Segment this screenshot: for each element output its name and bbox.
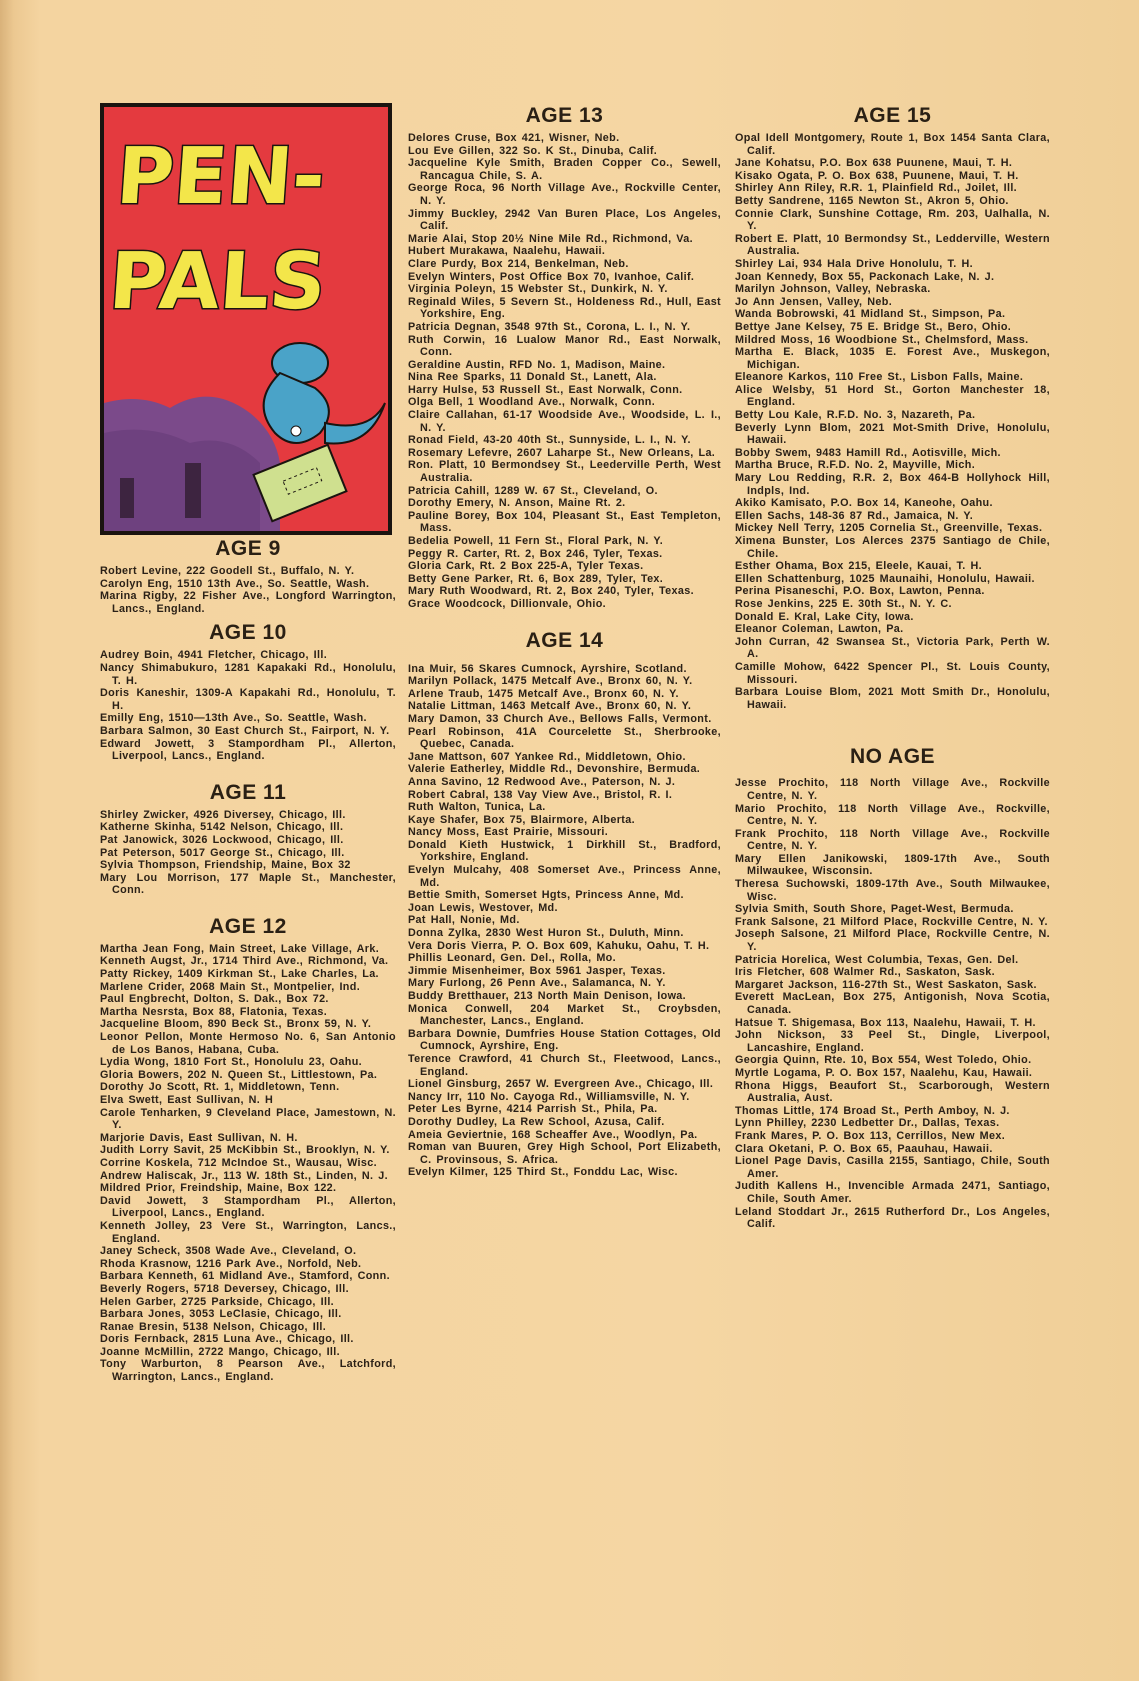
- pen-pal-entry: Buddy Bretthauer, 213 North Main Denison, Iowa.: [408, 990, 687, 1002]
- pen-pal-entry: Geraldine Austin, RFD No. 1, Madison, Maine.: [408, 358, 666, 371]
- pen-pal-entry: Nancy Shimabukuro, 1281 Kapakaki Rd., Honolulu, T. H.: [100, 661, 396, 687]
- pen-pal-entry: Eleanore Karkos, 110 Free St., Lisbon Falls, Maine.: [735, 371, 1024, 384]
- pen-pal-entry: Pauline Borey, Box 104, Pleasant St., East Templeton, Mass.: [408, 509, 721, 535]
- pen-pal-entry: Marie Alai, Stop 20½ Nine Mile Rd., Richmond, Va.: [408, 232, 693, 245]
- pen-pal-entry: Nina Ree Sparks, 11 Donald St., Lanett, Ala.: [408, 371, 657, 384]
- pen-pal-entry: Bedelia Powell, 11 Fern St., Floral Park, N. Y.: [408, 535, 664, 547]
- pen-pal-entry: Monica Conwell, 204 Market St., Croybsden, Manchester, Lancs., England.: [408, 1002, 721, 1028]
- pen-pal-entry: Beverly Rogers, 5718 Deversey, Chicago, Ill.: [100, 1282, 349, 1295]
- pen-pal-entry: Frank Prochito, 118 North Village Ave., Rockville Centre, N. Y.: [735, 827, 1050, 853]
- pen-pal-entry: Ellen Schattenburg, 1025 Maunaihi, Honolulu, Hawaii.: [735, 572, 1035, 585]
- pen-pal-entry: Judith Kallens H., Invencible Armada 2471, Santiago, Chile, South Amer.: [735, 1180, 1050, 1205]
- pen-pal-entry: Hatsue T. Shigemasa, Box 113, Naalehu, Hawaii, T. H.: [735, 1016, 1036, 1029]
- pen-pal-entry: Grace Woodcock, Dillionvale, Ohio.: [408, 597, 606, 610]
- pen-pal-section: [408, 629, 721, 1179]
- pen-pal-entry: Bobby Swem, 9483 Hamill Rd., Aotisville, Mich.: [735, 446, 1001, 459]
- pen-pal-entry: George Roca, 96 North Village Ave., Rockville Center, N. Y.: [408, 182, 721, 207]
- pen-pal-entry: Marjorie Davis, East Sullivan, N. H.: [100, 1131, 298, 1144]
- pen-pal-entry: Theresa Suchowski, 1809-17th Ave., South Milwaukee, Wisc.: [735, 878, 1050, 903]
- pen-pal-entry: Mildred Moss, 16 Woodbione St., Chelmsford, Mass.: [735, 333, 1029, 346]
- pen-pal-entry: Martha Nesrsta, Box 88, Flatonia, Texas.: [100, 1005, 328, 1018]
- pen-pal-entry: Evelyn Kilmer, 125 Third St., Fonddu Lac, Wisc.: [408, 1166, 678, 1179]
- pen-pal-entry: Camille Mohow, 6422 Spencer Pl., St. Louis County, Missouri.: [735, 660, 1050, 686]
- pen-pal-entry: Martha E. Black, 1035 E. Forest Ave., Muskegon, Michigan.: [735, 346, 1050, 371]
- pen-pal-entry: Audrey Boin, 4941 Fletcher, Chicago, Ill.: [100, 649, 328, 662]
- pen-pal-entry: Patricia Cahill, 1289 W. 67 St., Cleveland, O.: [408, 484, 658, 497]
- section-heading: AGE 10: [209, 621, 287, 645]
- section-heading: AGE 11: [209, 780, 287, 804]
- pen-pal-entry: Olga Bell, 1 Woodland Ave., Norwalk, Conn.: [408, 396, 656, 409]
- pen-pal-entry: Esther Ohama, Box 215, Eleele, Kauai, T. H.: [735, 560, 982, 573]
- pen-pal-entry: Everett MacLean, Box 275, Antigonish, Nova Scotia, Canada.: [735, 991, 1050, 1016]
- pen-pal-section: [100, 537, 396, 615]
- pen-pal-entry: Delores Cruse, Box 421, Wisner, Neb.: [408, 132, 620, 144]
- section-heading: AGE 12: [209, 914, 287, 938]
- pen-pal-entry: Mary Lou Morrison, 177 Maple St., Manchester, Conn.: [100, 871, 396, 897]
- pen-pal-entry: Marlene Crider, 2068 Main St., Montpelier, Ind.: [100, 980, 361, 993]
- pen-pal-entry: Mary Ellen Janikowski, 1809-17th Ave., South Milwaukee, Wisconsin.: [735, 852, 1050, 878]
- pen-pal-entry: Lydia Wong, 1810 Fort St., Honolulu 23, Oahu.: [100, 1056, 363, 1069]
- pen-pal-entry: Arlene Traub, 1475 Metcalf Ave., Bronx 60, N. Y.: [408, 687, 679, 700]
- pen-pal-entry: Kaye Shafer, Box 75, Blairmore, Alberta.: [408, 813, 635, 826]
- pen-pal-entry: Ronad Field, 43-20 40th St., Sunnyside, L. I., N. Y.: [408, 434, 691, 447]
- pen-pal-entry: Barbara Kenneth, 61 Midland Ave., Stamford, Conn.: [100, 1270, 390, 1283]
- pen-pal-entry: Patty Rickey, 1409 Kirkman St., Lake Charles, La.: [100, 968, 379, 981]
- pen-pal-entry: Virginia Poleyn, 15 Webster St., Dunkirk, N. Y.: [408, 283, 668, 296]
- pen-pal-entry: Georgia Quinn, Rte. 10, Box 554, West Toledo, Ohio.: [735, 1054, 1032, 1067]
- pen-pal-entry: Iris Fletcher, 608 Walmer Rd., Saskaton, Sask.: [735, 966, 995, 979]
- logo-line-1: PEN-: [113, 132, 329, 222]
- pen-pal-entry: Kenneth Jolley, 23 Vere St., Warrington, Lancs., England.: [100, 1219, 396, 1245]
- pen-pal-entry: Robert Cabral, 138 Vay View Ave., Bristol, R. I.: [408, 788, 673, 801]
- pen-pal-entry: Lionel Page Davis, Casilla 2155, Santiago, Chile, South Amer.: [735, 1155, 1050, 1180]
- pen-pal-section: [735, 104, 1050, 711]
- pen-pal-entry: Shirley Lai, 934 Hala Drive Honolulu, T. H.: [735, 257, 973, 270]
- pen-pal-entry: Claire Callahan, 61-17 Woodside Ave., Woodside, L. I., N. Y.: [408, 409, 721, 434]
- pen-pal-entry: Lynn Philley, 2230 Ledbetter Dr., Dallas, Texas.: [735, 1117, 1000, 1130]
- pen-pal-entry: Mary Lou Redding, R.R. 2, Box 464-B Hollyhock Hill, Indpls, Ind.: [735, 472, 1050, 497]
- pen-pal-entry: Ximena Bunster, Los Alerces 2375 Santiago de Chile, Chile.: [735, 535, 1050, 560]
- pen-pal-entry: Betty Lou Kale, R.F.D. No. 3, Nazareth, Pa.: [735, 409, 976, 422]
- pen-pal-entry: Leland Stoddart Jr., 2615 Rutherford Dr., Los Angeles, Calif.: [735, 1205, 1050, 1231]
- logo-line-2: PALS: [106, 237, 329, 327]
- pen-pal-entry: Vera Doris Vierra, P. O. Box 609, Kahuku, Oahu, T. H.: [408, 939, 710, 952]
- pen-pal-entry: Pearl Robinson, 41A Courcelette St., Sherbrooke, Quebec, Canada.: [408, 725, 721, 751]
- pen-pal-entry: Harry Hulse, 53 Russell St., East Norwalk, Conn.: [408, 383, 683, 396]
- pen-pal-entry: Martha Bruce, R.F.D. No. 2, Mayville, Mich.: [735, 459, 976, 472]
- pen-pal-entry: Robert E. Platt, 10 Bermondsy St., Ledderville, Western Australia.: [735, 232, 1050, 258]
- pen-pal-entry: Betty Sandrene, 1165 Newton St., Akron 5, Ohio.: [735, 194, 1009, 207]
- pen-pal-entry: Sylvia Smith, South Shore, Paget-West, Bermuda.: [735, 903, 1014, 916]
- pen-pal-entry: Patricia Degnan, 3548 97th St., Corona, L. I., N. Y.: [408, 320, 691, 333]
- pen-pal-entry: Janey Scheck, 3508 Wade Ave., Cleveland, O.: [100, 1245, 357, 1258]
- pen-pal-entry: Shirley Ann Riley, R.R. 1, Plainfield Rd., Joilet, Ill.: [735, 182, 1018, 195]
- section-heading: AGE 9: [215, 537, 281, 560]
- pen-pal-entry: Emilly Eng, 1510—13th Ave., So. Seattle, Wash.: [100, 712, 367, 725]
- pen-pal-entry: Clare Purdy, Box 214, Benkelman, Neb.: [408, 257, 629, 270]
- column-right: [735, 100, 1050, 1231]
- pen-pal-entry: Lou Eve Gillen, 322 So. K St., Dinuba, Calif.: [408, 144, 658, 157]
- pen-pal-section: [100, 621, 396, 762]
- pen-pal-entry: Peter Les Byrne, 4214 Parrish St., Phila, Pa.: [408, 1103, 658, 1116]
- pen-pal-section: [735, 745, 1050, 1230]
- pen-pal-entry: Clara Oketani, P. O. Box 65, Paauhau, Hawaii.: [735, 1142, 993, 1155]
- pen-pal-entry: Ameia Geviertnie, 168 Scheaffer Ave., Woodlyn, Pa.: [408, 1128, 698, 1141]
- pen-pal-entry: Doris Kaneshir, 1309-A Kapakahi Rd., Honolulu, T. H.: [100, 687, 396, 712]
- pen-pal-entry: Anna Savino, 12 Redwood Ave., Paterson, N. J.: [408, 775, 676, 788]
- pen-pal-entry: Evelyn Mulcahy, 408 Somerset Ave., Princess Anne, Md.: [408, 864, 721, 889]
- pen-pal-entry: Donna Zylka, 2830 West Huron St., Duluth, Minn.: [408, 927, 684, 940]
- pen-pal-entry: Ranae Bresin, 5138 Nelson, Chicago, Ill.: [100, 1320, 327, 1333]
- pen-pal-entry: Jimmy Buckley, 2942 Van Buren Place, Los Angeles, Calif.: [408, 207, 721, 233]
- pen-pal-entry: Frank Salsone, 21 Milford Place, Rockville Centre, N. Y.: [735, 915, 1048, 928]
- pen-pal-entry: Barbara Salmon, 30 East Church St., Fairport, N. Y.: [100, 724, 390, 737]
- pen-pal-entry: Mildred Prior, Freindship, Maine, Box 122.: [100, 1182, 337, 1195]
- pen-pal-entry: Marina Rigby, 22 Fisher Ave., Longford Warrington, Lancs., England.: [100, 590, 396, 615]
- pen-pal-entry: Marilyn Johnson, Valley, Nebraska.: [735, 283, 931, 296]
- pen-pal-entry: Rhoda Krasnow, 1216 Park Ave., Norfold, Neb.: [100, 1257, 362, 1270]
- pen-pal-entry: Lionel Ginsburg, 2657 W. Evergreen Ave., Chicago, Ill.: [408, 1078, 714, 1091]
- pen-pal-entry: Peggy R. Carter, Rt. 2, Box 246, Tyler, Texas.: [408, 547, 663, 560]
- pen-pal-entry: Mary Furlong, 26 Penn Ave., Salamanca, N. Y.: [408, 977, 666, 990]
- column-middle: [408, 100, 721, 1179]
- pen-pal-entry: Jimmie Misenheimer, Box 5961 Jasper, Texas.: [408, 964, 666, 977]
- pen-pal-entry: Terence Crawford, 41 Church St., Fleetwood, Lancs., England.: [408, 1052, 721, 1078]
- pen-pal-entry: Gloria Cark, Rt. 2 Box 225-A, Tyler Texas.: [408, 560, 644, 573]
- pen-pal-entry: Barbara Louise Blom, 2021 Mott Smith Dr., Honolulu, Hawaii.: [735, 686, 1050, 711]
- pen-pal-entry: Jesse Prochito, 118 North Village Ave., Rockville Centre, N. Y.: [735, 777, 1050, 802]
- pen-pal-entry: Bettye Jane Kelsey, 75 E. Bridge St., Bero, Ohio.: [735, 320, 1012, 333]
- pen-pal-entry: Rose Jenkins, 225 E. 30th St., N. Y. C.: [735, 597, 952, 610]
- pen-pal-entry: Perina Pisaneschi, P.O. Box, Lawton, Penna.: [735, 585, 985, 598]
- pen-pal-entry: Leonor Pellon, Monte Hermoso No. 6, San Antonio de Los Banos, Habana, Cuba.: [100, 1031, 396, 1056]
- pen-pal-entry: Elva Swett, East Sullivan, N. H: [100, 1094, 274, 1106]
- pen-pal-entry: Hubert Murakawa, Naalehu, Hawaii.: [408, 245, 606, 258]
- pen-pal-entry: Ellen Sachs, 148-36 87 Rd., Jamaica, N. Y.: [735, 509, 974, 522]
- pen-pal-entry: Helen Garber, 2725 Parkside, Chicago, Ill.: [100, 1295, 335, 1308]
- pen-pal-entry: John Nickson, 33 Peel St., Dingle, Liverpool, Lancashire, England.: [735, 1029, 1050, 1054]
- pen-pal-entry: Joseph Salsone, 21 Milford Place, Rockville Centre, N. Y.: [735, 928, 1050, 954]
- pen-pal-entry: Mario Prochito, 118 North Village Ave., Rockville, Centre, N. Y.: [735, 802, 1050, 828]
- pen-pal-entry: Jo Ann Jensen, Valley, Neb.: [735, 295, 893, 308]
- pen-pal-entry: Joanne McMillin, 2722 Mango, Chicago, Ill.: [100, 1345, 340, 1358]
- pen-pal-entry: Pat Janowick, 3026 Lockwood, Chicago, Ill.: [100, 833, 344, 846]
- pen-pal-entry: Gloria Bowers, 202 N. Queen St., Littlestown, Pa.: [100, 1068, 378, 1081]
- pen-pal-entry: Akiko Kamisato, P.O. Box 14, Kaneohe, Oahu.: [735, 497, 993, 510]
- pen-pal-entry: Myrtle Logama, P. O. Box 157, Naalehu, Kau, Hawaii.: [735, 1066, 1033, 1079]
- pen-pal-entry: Carolyn Eng, 1510 13th Ave., So. Seattle, Wash.: [100, 577, 370, 590]
- pen-pal-entry: Kisako Ogata, P. O. Box 638, Puunene, Maui, T. H.: [735, 169, 1019, 182]
- pen-pal-entry: Andrew Haliscak, Jr., 113 W. 18th St., Linden, N. J.: [100, 1169, 388, 1182]
- pen-pal-entry: Eleanor Coleman, Lawton, Pa.: [735, 623, 904, 636]
- pen-pal-entry: Thomas Little, 174 Broad St., Perth Amboy, N. J.: [735, 1104, 1010, 1117]
- pen-pal-entry: Dorothy Emery, N. Anson, Maine Rt. 2.: [408, 497, 626, 510]
- pen-pal-entry: Wanda Bobrowski, 41 Midland St., Simpson, Pa.: [735, 308, 1006, 321]
- section-heading: AGE 15: [853, 104, 932, 127]
- pen-pal-entry: Barbara Downie, Dumfries House Station Cottages, Old Cumnock, Ayrshire, Eng.: [408, 1027, 721, 1053]
- pen-pal-entry: Jacqueline Bloom, 890 Beck St., Bronx 59, N. Y.: [100, 1018, 372, 1031]
- pen-pal-entry: Paul Engbrecht, Dolton, S. Dak., Box 72.: [100, 993, 329, 1006]
- pen-pal-entry: Carole Tenharken, 9 Cleveland Place, Jamestown, N. Y.: [100, 1106, 396, 1132]
- pen-pal-entry: Phillis Leonard, Gen. Del., Rolla, Mo.: [408, 952, 616, 965]
- pen-pal-entry: Nancy Irr, 110 No. Cayoga Rd., Williamsville, N. Y.: [408, 1090, 690, 1103]
- pen-pal-entry: Jacqueline Kyle Smith, Braden Copper Co., Sewell, Rancagua Chile, S. A.: [408, 157, 721, 182]
- pen-pal-entry: Roman van Buuren, Grey High School, Port Elizabeth, C. Provinsous, S. Africa.: [408, 1141, 721, 1166]
- pen-pal-entry: Marilyn Pollack, 1475 Metcalf Ave., Bronx 60, N. Y.: [408, 675, 693, 688]
- pen-pal-entry: Margaret Jackson, 116-27th St., West Saskaton, Sask.: [735, 978, 1037, 991]
- pen-pal-entry: Mickey Nell Terry, 1205 Cornelia St., Greenville, Texas.: [735, 522, 1043, 535]
- pen-pal-entry: Joan Lewis, Westover, Md.: [408, 901, 558, 914]
- pen-pal-entry: Ron. Platt, 10 Bermondsey St., Leederville Perth, West Australia.: [408, 459, 721, 485]
- column-left: [100, 103, 396, 1384]
- pen-pal-entry: Donald Kieth Hustwick, 1 Dirkhill St., Bradford, Yorkshire, England.: [408, 838, 721, 864]
- pen-pal-entry: Jane Kohatsu, P.O. Box 638 Puunene, Maui, T. H.: [735, 157, 1013, 170]
- pen-pal-entry: Tony Warburton, 8 Pearson Ave., Latchford, Warrington, Lancs., England.: [100, 1358, 396, 1384]
- pen-pal-entry: John Curran, 42 Swansea St., Victoria Park, Perth W. A.: [735, 635, 1050, 661]
- pen-pal-section: [100, 915, 396, 1384]
- pen-pal-entry: Mary Damon, 33 Church Ave., Bellows Falls, Vermont.: [408, 712, 712, 725]
- pen-pal-entry: Kenneth Augst, Jr., 1714 Third Ave., Richmond, Va.: [100, 955, 389, 968]
- pen-pal-entry: Betty Gene Parker, Rt. 6, Box 289, Tyler, Tex.: [408, 572, 664, 585]
- pen-pal-entry: Barbara Jones, 3053 LeClasie, Chicago, Ill.: [100, 1308, 342, 1321]
- pen-pal-entry: Natalie Littman, 1463 Metcalf Ave., Bronx 60, N. Y.: [408, 700, 692, 713]
- pen-pal-entry: Jane Mattson, 607 Yankee Rd., Middletown, Ohio.: [408, 750, 686, 763]
- pen-pal-entry: Frank Mares, P. O. Box 113, Cerrillos, New Mex.: [735, 1129, 1006, 1142]
- pen-pal-entry: Bettie Smith, Somerset Hgts, Princess Anne, Md.: [408, 889, 684, 902]
- pen-pal-entry: Doris Fernback, 2815 Luna Ave., Chicago, Ill.: [100, 1333, 354, 1346]
- pen-pal-entry: Rhona Higgs, Beaufort St., Scarborough, Western Australia, Aust.: [735, 1079, 1050, 1105]
- section-heading: AGE 13: [525, 104, 604, 127]
- pen-pal-entry: Opal Idell Montgomery, Route 1, Box 1454 Santa Clara, Calif.: [735, 132, 1050, 157]
- pen-pal-entry: Judith Lorry Savit, 25 McKibbin St., Brooklyn, N. Y.: [100, 1144, 390, 1157]
- pen-pal-entry: Dorothy Jo Scott, Rt. 1, Middletown, Tenn.: [100, 1081, 340, 1094]
- pen-pal-entry: Beverly Lynn Blom, 2021 Mot-Smith Drive, Honolulu, Hawaii.: [735, 421, 1050, 447]
- section-heading: NO AGE: [849, 745, 936, 769]
- pen-pal-entry: Edward Jowett, 3 Stampordham Pl., Allerton, Liverpool, Lancs., England.: [100, 737, 396, 763]
- pen-pals-title-panel: [100, 103, 392, 535]
- pen-pal-entry: Pat Peterson, 5017 George St., Chicago, Ill.: [100, 846, 345, 859]
- pen-pal-section: [408, 104, 721, 611]
- pen-pal-entry: Pat Hall, Nonie, Md.: [408, 914, 520, 927]
- pen-pal-entry: Mary Ruth Woodward, Rt. 2, Box 240, Tyler, Texas.: [408, 585, 694, 598]
- section-heading: AGE 14: [525, 628, 604, 652]
- pen-pal-entry: Rosemary Lefevre, 2607 Laharpe St., New Orleans, La.: [408, 446, 716, 459]
- pen-pal-entry: Joan Kennedy, Box 55, Packonach Lake, N. J.: [735, 270, 995, 283]
- pen-pal-entry: Robert Levine, 222 Goodell St., Buffalo, N. Y.: [100, 565, 355, 577]
- pen-pal-entry: Martha Jean Fong, Main Street, Lake Village, Ark.: [100, 942, 380, 955]
- pen-pal-entry: Alice Welsby, 51 Hord St., Gorton Manchester 18, England.: [735, 383, 1050, 409]
- pen-pal-section: [100, 781, 396, 897]
- pen-pal-entry: Evelyn Winters, Post Office Box 70, Ivanhoe, Calif.: [408, 270, 695, 283]
- pen-pal-entry: Connie Clark, Sunshine Cottage, Rm. 203, Ualhalla, N. Y.: [735, 207, 1050, 233]
- pen-pal-entry: Nancy Moss, East Prairie, Missouri.: [408, 826, 609, 839]
- pen-pal-entry: Sylvia Thompson, Friendship, Maine, Box 32: [100, 859, 351, 872]
- pen-pal-entry: Donald E. Kral, Lake City, Iowa.: [735, 610, 914, 623]
- pen-pal-entry: Ina Muir, 56 Skares Cumnock, Ayrshire, Scotland.: [408, 662, 687, 675]
- pen-pal-entry: Ruth Corwin, 16 Lualow Manor Rd., East Norwalk, Conn.: [408, 333, 721, 359]
- pen-pal-entry: Katherne Skinha, 5142 Nelson, Chicago, Ill.: [100, 821, 344, 834]
- pen-pal-entry: Corrine Koskela, 712 McIndoe St., Wausau, Wisc.: [100, 1156, 377, 1169]
- pen-pal-entry: Valerie Eatherley, Middle Rd., Devonshire, Bermuda.: [408, 763, 701, 776]
- pen-pal-entry: Reginald Wiles, 5 Severn St., Holdeness Rd., Hull, East Yorkshire, Eng.: [408, 295, 721, 321]
- pen-pal-entry: Ruth Walton, Tunica, La.: [408, 801, 546, 814]
- pen-pal-entry: Shirley Zwicker, 4926 Diversey, Chicago, Ill.: [100, 808, 346, 821]
- pen-pal-entry: David Jowett, 3 Stampordham Pl., Allerton, Liverpool, Lancs., England.: [100, 1194, 396, 1220]
- pen-pal-entry: Dorothy Dudley, La Rew School, Azusa, Calif.: [408, 1115, 665, 1128]
- pen-pal-entry: Patricia Horelica, West Columbia, Texas, Gen. Del.: [735, 953, 1019, 966]
